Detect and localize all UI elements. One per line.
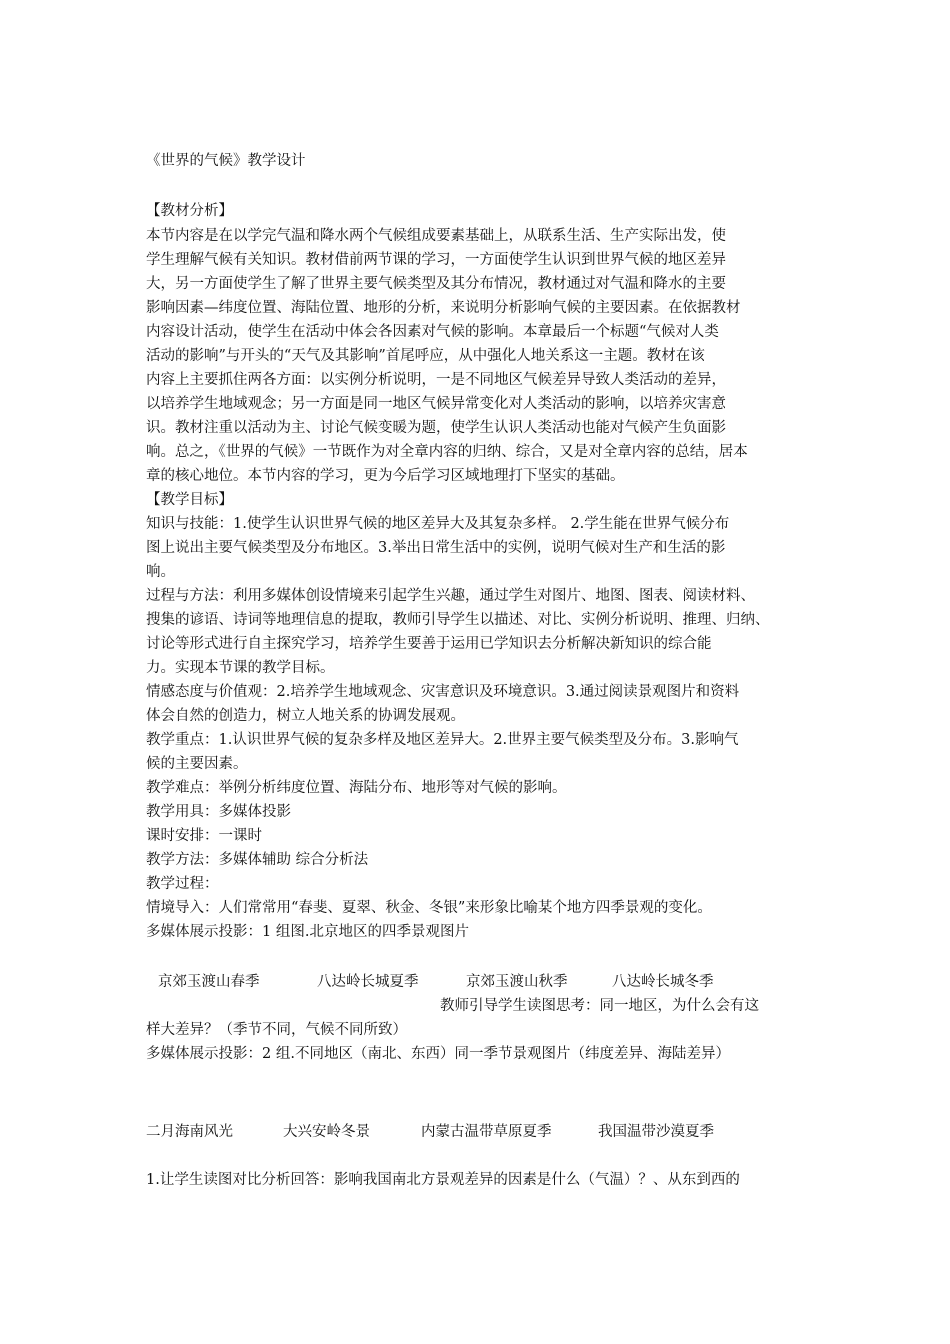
analysis-line: 内容上主要抓住两各方面：以实例分析说明，一是不同地区气候差异导致人类活动的差异， <box>146 372 726 388</box>
caption: 大兴安岭冬景 <box>283 1124 370 1140</box>
analysis-line: 响。总之，《世界的气候》一节既作为对全章内容的归纳、综合，又是对全章内容的总结，居本 <box>146 444 748 460</box>
goals-line: 教学用具：多媒体投影 <box>146 804 291 820</box>
goals-line: 讨论等形式进行自主探究学习，培养学生要善于运用已学知识去分析解决新知识的综合能 <box>146 636 712 652</box>
goals-heading: 【教学目标】 <box>146 492 233 508</box>
caption: 八达岭长城冬季 <box>612 974 714 990</box>
goals-line: 搜集的谚语、诗词等地理信息的提取，教师引导学生以描述、对比、实例分析说明、推理、归纳、 <box>146 612 770 628</box>
goals-line: 课时安排：一课时 <box>146 828 262 844</box>
analysis-line: 本节内容是在以学完气温和降水两个气候组成要素基础上，从联系生活、生产实际出发，使 <box>146 228 726 244</box>
goals-line: 响。 <box>146 564 175 580</box>
projection-line: 多媒体展示投影：2 组.不同地区（南北、东西）同一季节景观图片（纬度差异、海陆差异） <box>146 1046 730 1062</box>
goals-line: 候的主要因素。 <box>146 756 248 772</box>
question-line: 1.让学生读图对比分析回答：影响我国南北方景观差异的因素是什么（气温）？、从东到西的 <box>146 1172 740 1188</box>
goals-line: 情境导入：人们常常用“春斐、夏翠、秋金、冬银”来形象比喻某个地方四季景观的变化。 <box>146 900 712 916</box>
goals-line: 过程与方法：利用多媒体创设情境来引起学生兴趣，通过学生对图片、地图、图表、阅读材料、 <box>146 588 755 604</box>
analysis-line: 影响因素—纬度位置、海陆位置、地形的分析，来说明分析影响气候的主要因素。在依据教材 <box>146 300 741 316</box>
analysis-heading: 【教材分析】 <box>146 203 233 219</box>
analysis-line: 学生理解气候有关知识。教材借前两节课的学习，一方面使学生认识到世界气候的地区差异 <box>146 252 726 268</box>
goals-line: 知识与技能：1.使学生认识世界气候的地区差异大及其复杂多样。 2.学生能在世界气候分布 <box>146 516 730 532</box>
caption: 我国温带沙漠夏季 <box>598 1124 714 1140</box>
analysis-line: 大，另一方面使学生了解了世界主要气候类型及其分布情况，教材通过对气温和降水的主要 <box>146 276 726 292</box>
goals-line: 情感态度与价值观：2.培养学生地域观念、灾害意识及环境意识。3.通过阅读景观图片和资料 <box>146 684 740 700</box>
goals-line: 教学过程： <box>146 876 219 892</box>
teacher-prompt-line: 样大差异？（季节不同，气候不同所致） <box>146 1022 407 1038</box>
teacher-prompt-line: 教师引导学生读图思考：同一地区，为什么会有这 <box>440 998 759 1014</box>
caption: 内蒙古温带草原夏季 <box>421 1124 552 1140</box>
goals-line: 教学方法：多媒体辅助 综合分析法 <box>146 852 369 868</box>
goals-line: 图上说出主要气候类型及分布地区。3.举出日常生活中的实例，说明气候对生产和生活的影 <box>146 540 726 556</box>
analysis-line: 内容设计活动，使学生在活动中体会各因素对气候的影响。本章最后一个标题“气候对人类 <box>146 324 719 340</box>
analysis-line: 活动的影响”与开头的“天气及其影响”首尾呼应，从中强化人地关系这一主题。教材在该 <box>146 348 705 364</box>
caption: 八达岭长城夏季 <box>317 974 419 990</box>
goals-line: 体会自然的创造力，树立人地关系的协调发展观。 <box>146 708 465 724</box>
analysis-line: 识。教材注重以活动为主、讨论气候变暖为题，使学生认识人类活动也能对气候产生负面影 <box>146 420 726 436</box>
goals-line: 教学重点：1.认识世界气候的复杂多样及地区差异大。2.世界主要气候类型及分布。3.影响气 <box>146 732 739 748</box>
analysis-line: 以培养学生地域观念；另一方面是同一地区气候异常变化对人类活动的影响，以培养灾害意 <box>146 396 726 412</box>
document-title: 《世界的气候》教学设计 <box>146 153 306 169</box>
goals-line: 教学难点：举例分析纬度位置、海陆分布、地形等对气候的影响。 <box>146 780 567 796</box>
caption: 京郊玉渡山春季 <box>158 974 260 990</box>
caption: 二月海南风光 <box>146 1124 233 1140</box>
goals-line: 多媒体展示投影：1 组图.北京地区的四季景观图片 <box>146 924 469 940</box>
goals-line: 力。实现本节课的教学目标。 <box>146 660 335 676</box>
caption: 京郊玉渡山秋季 <box>466 974 568 990</box>
analysis-line: 章的核心地位。本节内容的学习，更为今后学习区域地理打下坚实的基础。 <box>146 468 625 484</box>
